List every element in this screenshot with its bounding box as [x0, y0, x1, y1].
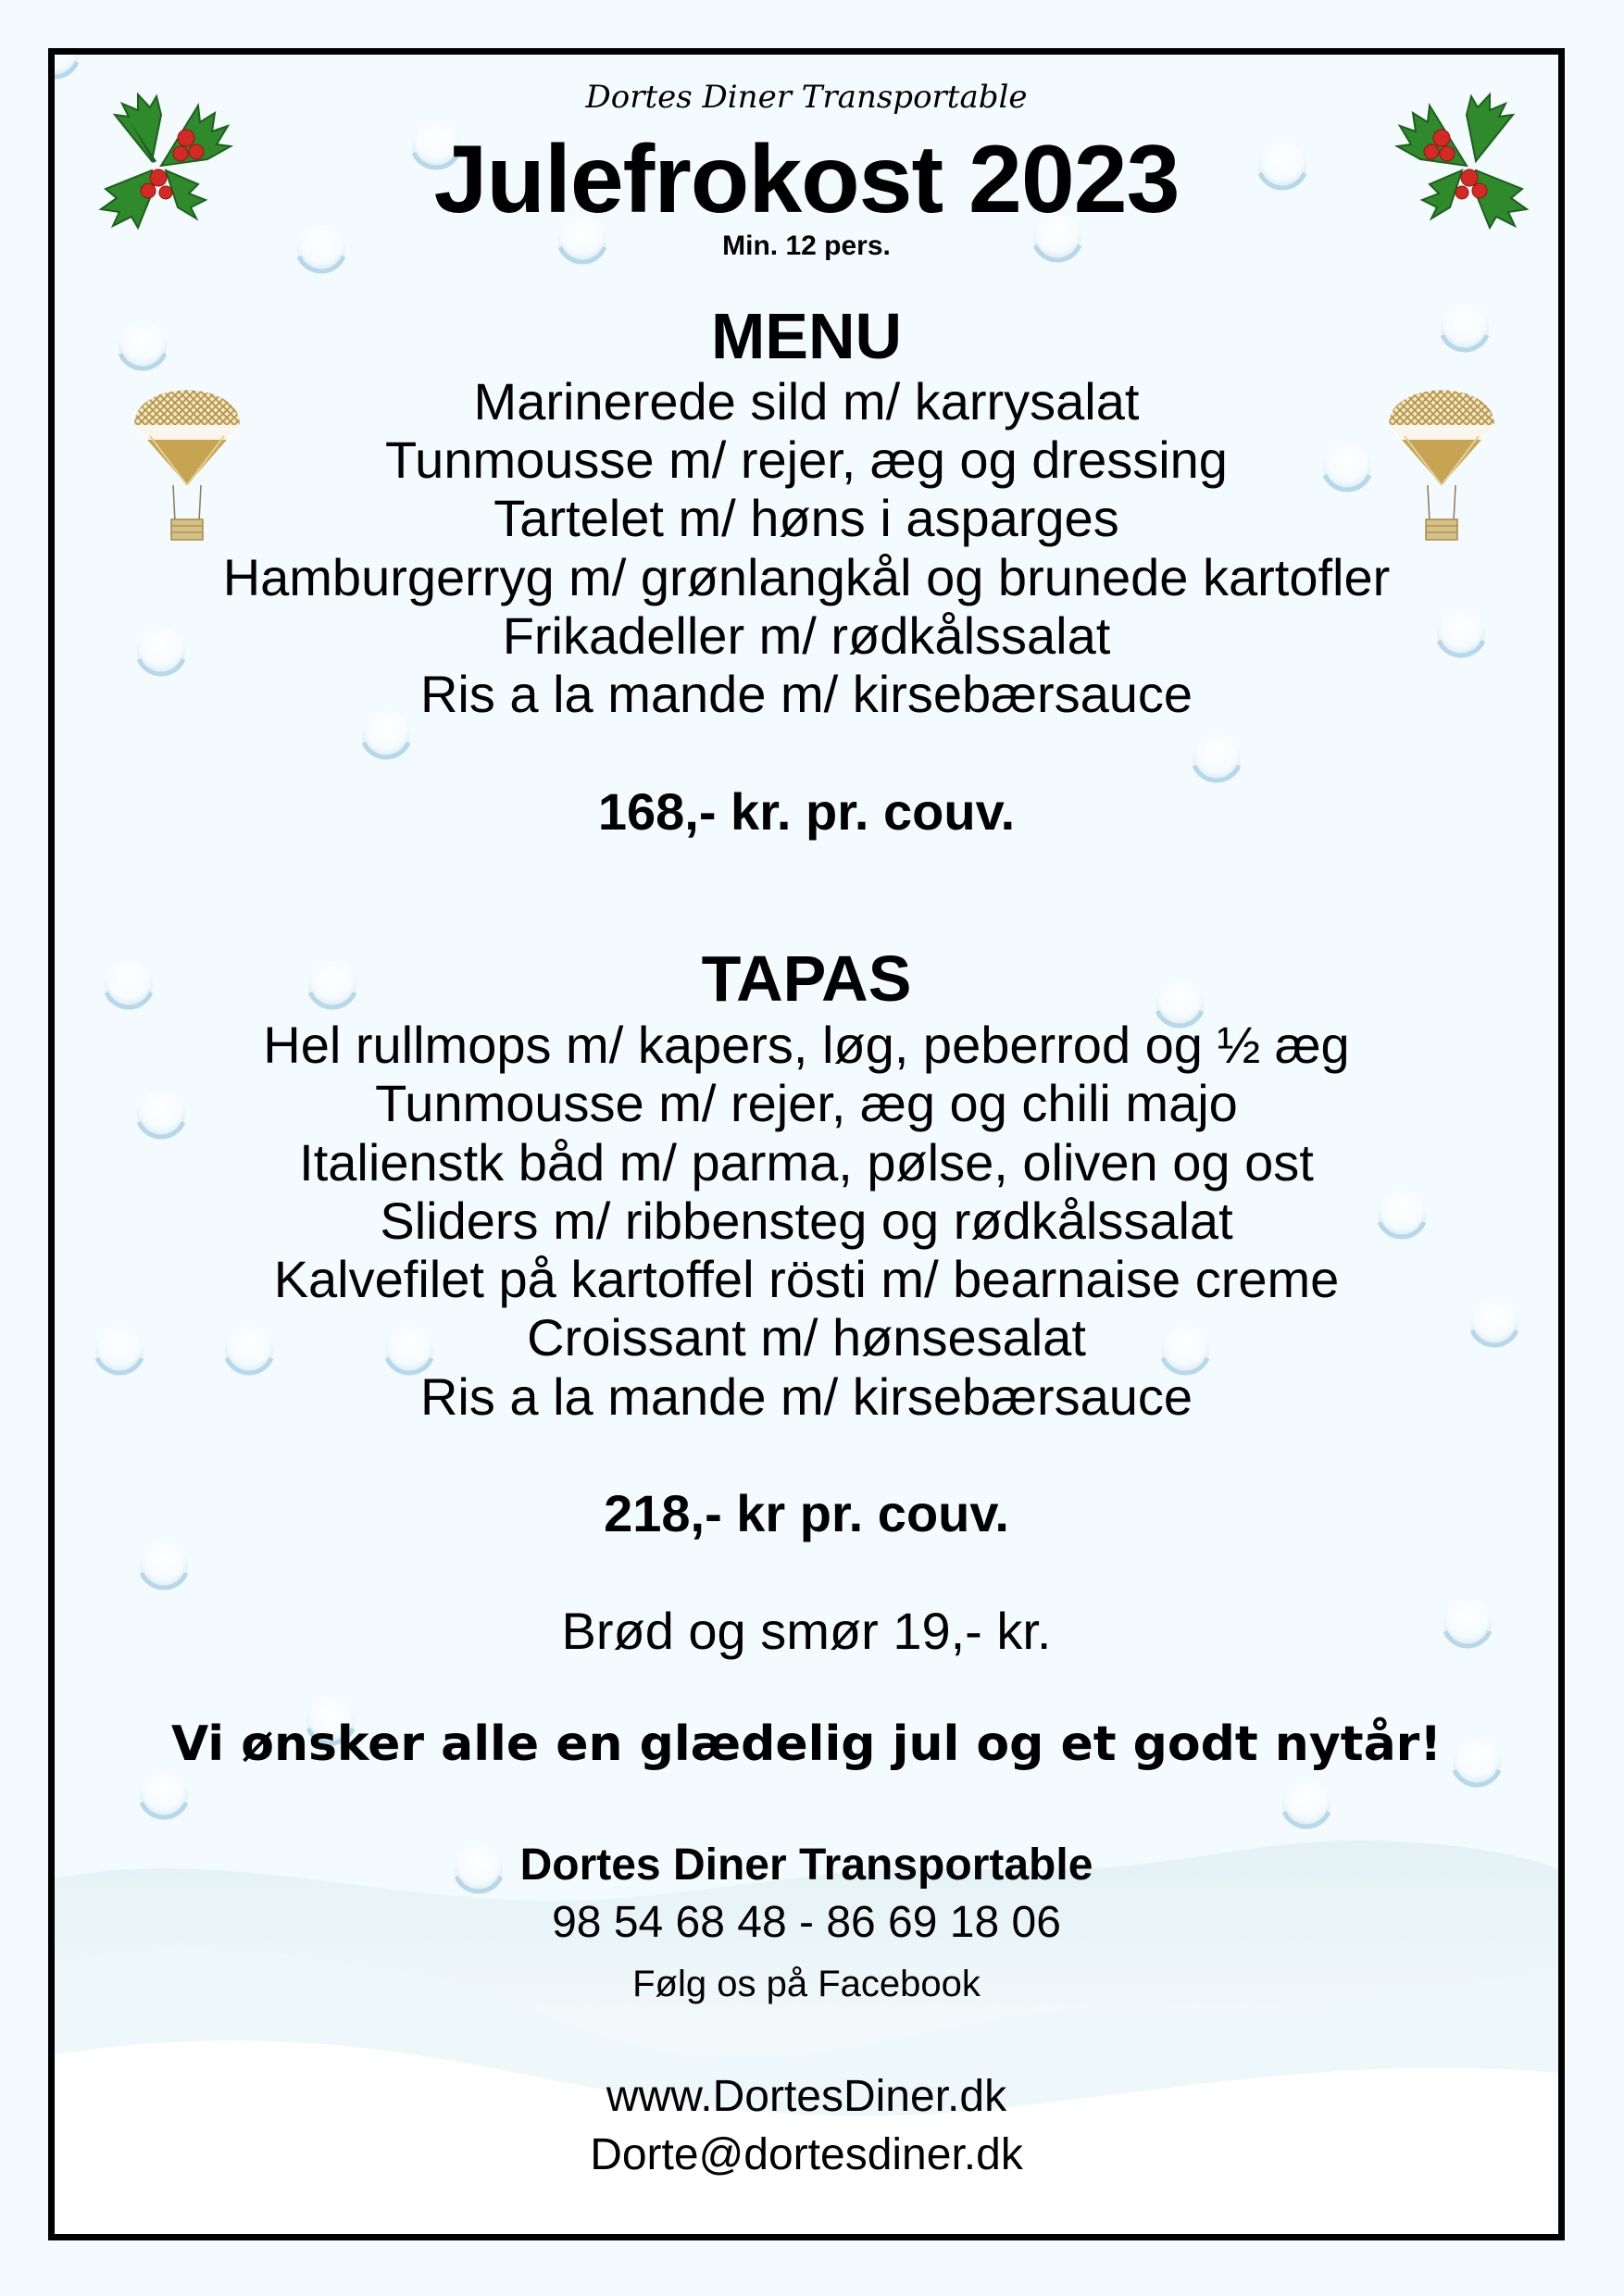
menu-item: Frikadeller m/ rødkålssalat [502, 606, 1111, 665]
menu-heading: MENU [710, 300, 903, 372]
contact-name: Dortes Diner Transportable [519, 1841, 1093, 1890]
page-title: Julefrokost 2023 [433, 126, 1180, 233]
bread-price: Brød og smør 19,- kr. [561, 1602, 1052, 1660]
tapas-item: Ris a la mande m/ kirsebærsauce [419, 1367, 1193, 1426]
menu-item: Tartelet m/ høns i asparges [493, 489, 1119, 547]
greeting-text: Vi ønsker alle en glædelig jul og et godt nytår! [170, 1716, 1443, 1772]
menu-item: Marinerede sild m/ karrysalat [473, 372, 1140, 430]
restaurant-subtitle: Dortes Diner Transportable [585, 79, 1028, 116]
min-persons-note: Min. 12 pers. [722, 231, 891, 261]
menu-price: 168,- kr. pr. couv. [597, 782, 1016, 841]
website-link[interactable]: www.DortesDiner.dk [606, 2072, 1007, 2121]
facebook-link[interactable]: Følg os på Facebook [632, 1964, 981, 2004]
email-link[interactable]: Dorte@dortesdiner.dk [590, 2130, 1023, 2179]
tapas-item: Kalvefilet på kartoffel rösti m/ bearnaise creme [273, 1250, 1340, 1308]
tapas-price: 218,- kr pr. couv. [604, 1484, 1009, 1542]
contact-phones: 98 54 68 48 - 86 69 18 06 [552, 1898, 1061, 1947]
menu-item: Ris a la mande m/ kirsebærsauce [419, 665, 1193, 723]
tapas-item: Hel rullmops m/ kapers, løg, peberrod og ½ æg [263, 1016, 1350, 1074]
poster-frame [48, 48, 1565, 2240]
menu-item: Hamburgerryg m/ grønlangkål og brunede kartofler [222, 548, 1391, 606]
tapas-heading: TAPAS [701, 942, 912, 1015]
tapas-item: Sliders m/ ribbensteg og rødkålssalat [380, 1192, 1233, 1250]
menu-item: Tunmousse m/ rejer, æg og dressing [385, 430, 1228, 489]
tapas-item: Croissant m/ hønsesalat [527, 1308, 1086, 1366]
tapas-item: Tunmousse m/ rejer, æg og chili majo [375, 1074, 1238, 1132]
tapas-item: Italienstk båd m/ parma, pølse, oliven og ost [299, 1133, 1314, 1192]
